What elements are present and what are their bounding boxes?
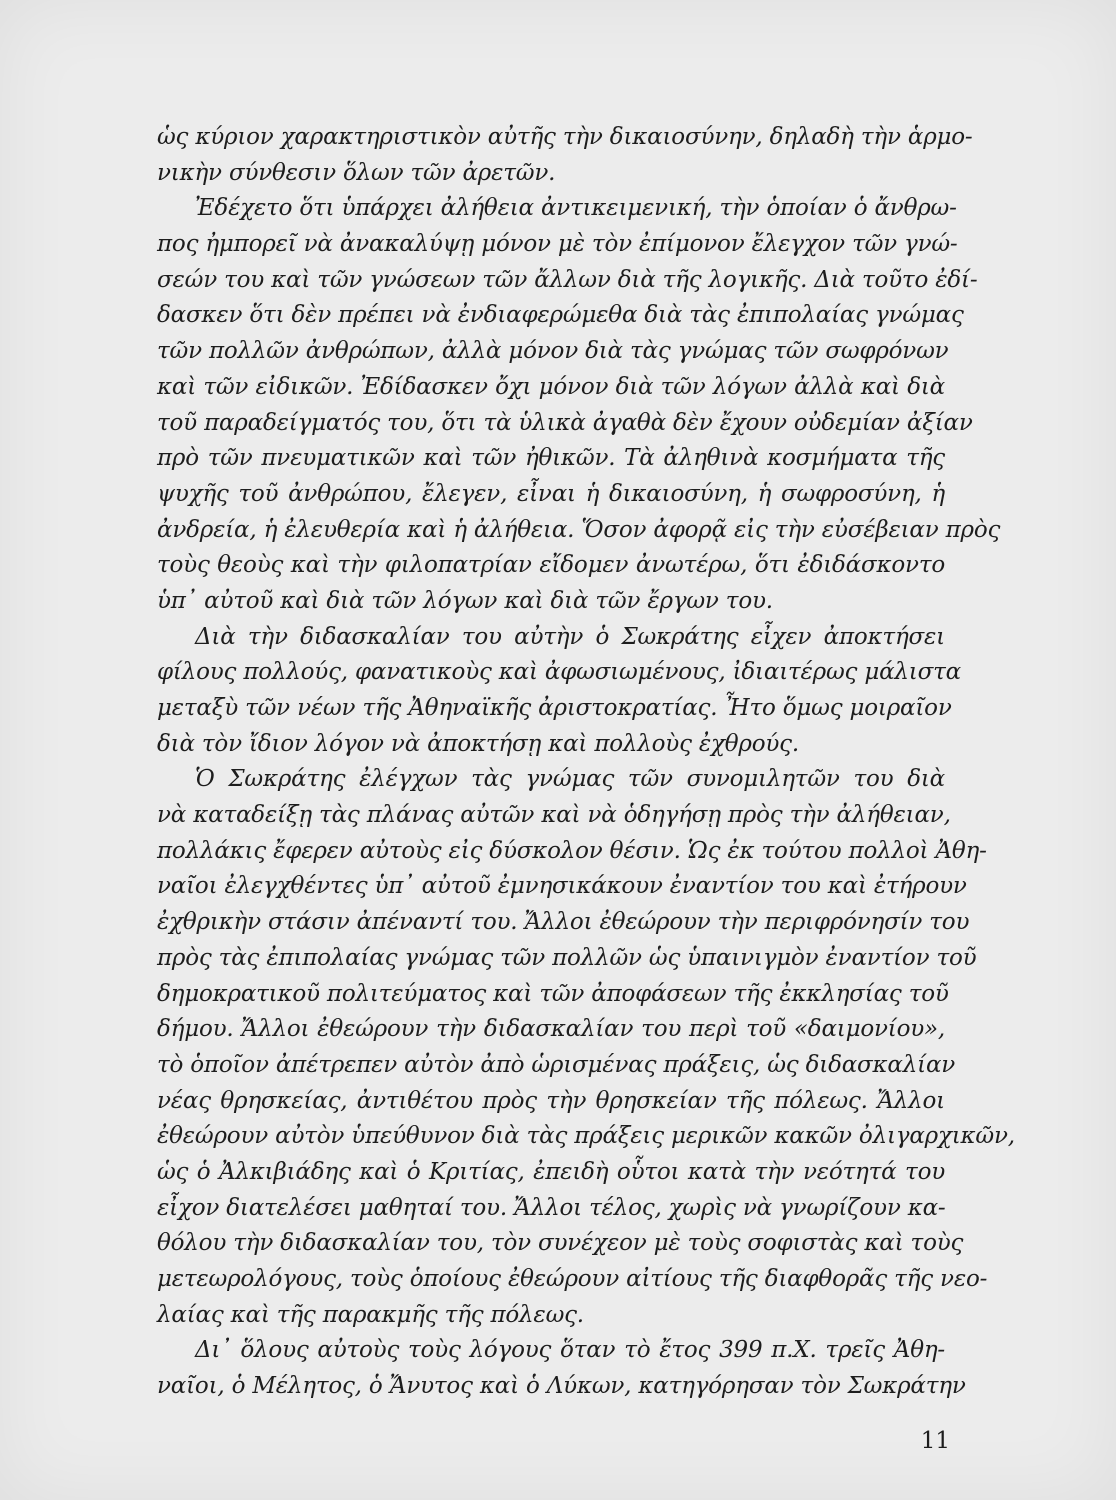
text-line: νέας θρησκείας, ἀντιθέτου πρὸς τὴν θρησκείαν τῆς πόλεως. Ἄλλοι: [157, 1087, 945, 1114]
paragraph-start-line: Διὰ τὴν διδασκαλίαν του αὐτὴν ὁ Σωκράτης εἶχεν ἀποκτήσει: [195, 623, 945, 650]
text-line: δημοκρατικοῦ πολιτεύματος καὶ τῶν ἀποφάσεων τῆς ἐκκλησίας τοῦ: [157, 980, 949, 1007]
text-line: εἶχον διατελέσει μαθηταί του. Ἄλλοι τέλος, χωρὶς νὰ γνωρίζουν κα-: [157, 1194, 946, 1221]
text-line: διὰ τὸν ἴδιον λόγον νὰ ἀποκτήσῃ καὶ πολλοὺς ἐχθρούς.: [157, 730, 799, 757]
text-line: θόλου τὴν διδασκαλίαν του, τὸν συνέχεον μὲ τοὺς σοφιστὰς καὶ τοὺς: [157, 1230, 964, 1257]
text-line: ψυχῆς τοῦ ἀνθρώπου, ἔλεγεν, εἶναι ἡ δικαιοσύνη, ἡ σωφροσύνη, ἡ: [157, 480, 945, 507]
text-line: μετεωρολόγους, τοὺς ὁποίους ἐθεώρουν αἰτίους τῆς διαφθορᾶς τῆς νεο-: [157, 1266, 988, 1292]
text-line: πρὸς τὰς ἐπιπολαίας γνώμας τῶν πολλῶν ὡς ὑπαινιγμὸν ἐναντίον τοῦ: [157, 944, 977, 971]
body-text: [157, 120, 1015, 1405]
text-line: τοῦ παραδείγματός του, ὅτι τὰ ὑλικὰ ἀγαθὰ δὲν ἔχουν οὐδεμίαν ἀξίαν: [157, 409, 973, 436]
text-line: ὡς κύριον χαρακτηριστικὸν αὐτῆς τὴν δικαιοσύνην, δηλαδὴ τὴν ἁρμο-: [157, 124, 973, 150]
paragraph-start-line: Ἐδέχετο ὅτι ὑπάρχει ἀλήθεια ἀντικειμενική, τὴν ὁποίαν ὁ ἄνθρω-: [195, 195, 957, 222]
paragraph-start-line: Δι᾽ ὅλους αὐτοὺς τοὺς λόγους ὅταν τὸ ἔτος 399 π.Χ. τρεῖς Ἀθη-: [195, 1337, 945, 1364]
text-line: ναῖοι, ὁ Μέλητος, ὁ Ἄνυτος καὶ ὁ Λύκων, κατηγόρησαν τὸν Σωκράτην: [157, 1373, 966, 1400]
text-line: δασκεν ὅτι δὲν πρέπει νὰ ἐνδιαφερώμεθα διὰ τὰς ἐπιπολαίας γνώμας: [157, 302, 964, 329]
text-line: λαίας καὶ τῆς παρακμῆς τῆς πόλεως.: [157, 1301, 584, 1328]
text-line: πρὸ τῶν πνευματικῶν καὶ τῶν ἠθικῶν. Τὰ ἀληθινὰ κοσμήματα τῆς: [157, 445, 945, 472]
page-number: 11: [920, 1428, 950, 1454]
text-line: τοὺς θεοὺς καὶ τὴν φιλοπατρίαν εἴδομεν ἀνωτέρω, ὅτι ἐδιδάσκοντο: [157, 552, 945, 579]
text-line: ναῖοι ἐλεγχθέντες ὑπ᾽ αὐτοῦ ἐμνησικάκουν ἐναντίον του καὶ ἐτήρουν: [157, 873, 967, 900]
text-line: ἀνδρεία, ἡ ἐλευθερία καὶ ἡ ἀλήθεια. Ὅσον ἀφορᾷ εἰς τὴν εὐσέβειαν πρὸς: [157, 516, 1001, 543]
text-line: νὰ καταδείξῃ τὰς πλάνας αὐτῶν καὶ νὰ ὁδηγήσῃ πρὸς τὴν ἀλήθειαν,: [157, 802, 951, 829]
text-line: τὸ ὁποῖον ἀπέτρεπεν αὐτὸν ἀπὸ ὡρισμένας πράξεις, ὡς διδασκαλίαν: [157, 1051, 956, 1078]
text-line: φίλους πολλούς, φανατικοὺς καὶ ἀφωσιωμένους, ἰδιαιτέρως μάλιστα: [157, 659, 961, 686]
text-line: σεών του καὶ τῶν γνώσεων τῶν ἄλλων διὰ τῆς λογικῆς. Διὰ τοῦτο ἐδί-: [157, 266, 978, 293]
text-line: καὶ τῶν εἰδικῶν. Ἐδίδασκεν ὄχι μόνον διὰ τῶν λόγων ἀλλὰ καὶ διὰ: [157, 373, 945, 400]
text-line: πος ἠμπορεῖ νὰ ἀνακαλύψῃ μόνον μὲ τὸν ἐπίμονον ἔλεγχον τῶν γνώ-: [157, 231, 958, 258]
text-line: ἐχθρικὴν στάσιν ἀπέναντί του. Ἄλλοι ἐθεώρουν τὴν περιφρόνησίν του: [157, 909, 970, 936]
text-line: τῶν πολλῶν ἀνθρώπων, ἀλλὰ μόνον διὰ τὰς γνώμας τῶν σωφρόνων: [157, 338, 949, 365]
text-line: ὡς ὁ Ἀλκιβιάδης καὶ ὁ Κριτίας, ἐπειδὴ οὗτοι κατὰ τὴν νεότητά του: [157, 1158, 945, 1185]
text-line: μεταξὺ τῶν νέων τῆς Ἀθηναϊκῆς ἀριστοκρατίας. Ἦτο ὅμως μοιραῖον: [157, 695, 952, 721]
text-line: νικὴν σύνθεσιν ὅλων τῶν ἀρετῶν.: [157, 159, 556, 186]
text-line: ὑπ᾽ αὐτοῦ καὶ διὰ τῶν λόγων καὶ διὰ τῶν ἔργων του.: [157, 587, 773, 614]
paragraph-start-line: Ὁ Σωκράτης ἐλέγχων τὰς γνώμας τῶν συνομιλητῶν του διὰ: [195, 766, 945, 793]
text-line: δήμου. Ἄλλοι ἐθεώρουν τὴν διδασκαλίαν του περὶ τοῦ «δαιμονίου»,: [157, 1016, 945, 1043]
text-line: ἐθεώρουν αὐτὸν ὑπεύθυνον διὰ τὰς πράξεις μερικῶν κακῶν ὀλιγαρχικῶν,: [157, 1123, 1015, 1150]
text-line: πολλάκις ἔφερεν αὐτοὺς εἰς δύσκολον θέσιν. Ὡς ἐκ τούτου πολλοὶ Ἀθη-: [157, 837, 987, 864]
